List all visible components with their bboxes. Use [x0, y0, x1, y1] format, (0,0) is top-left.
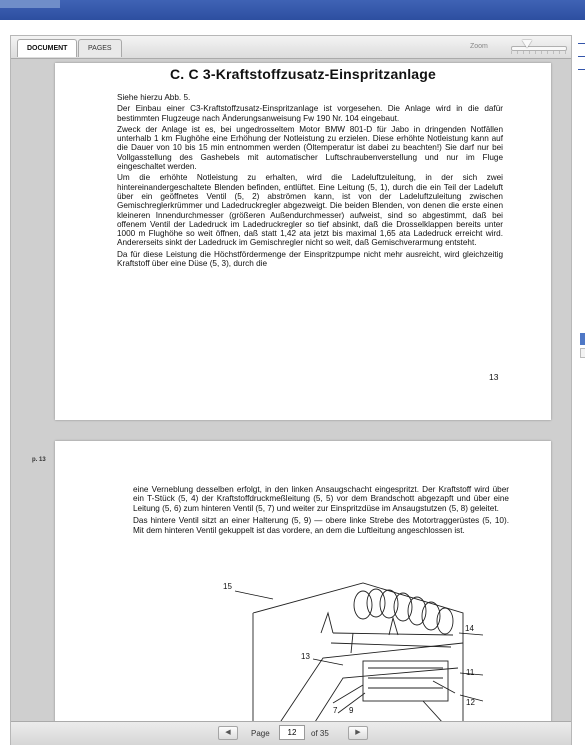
paragraph: eine Verneblung desselben erfolgt, in den linken Ansaugschacht eingespritzt. Der Kraftstoff wird über ein T-Stück (5, 4) der Kraftstoffdruckmeßleitung (5, 5) vor dem Brandschott abgezapft und über eine Leitung (5, 6) zum hinteren Ventil (5, 7) und weiter zur Einspritzdüse im Ansaugstutzen (5, 8) geleitet.	[133, 485, 509, 513]
paragraph: Der Einbau einer C3-Kraftstoffzusatz-Einspritzanlage ist vorgesehen. Die Anlage wird in die dafür bestimmten Flugzeuge nach Änderungsanweisung Fw 190 Nr. 104 eingebaut.	[117, 104, 503, 123]
arrow-left-icon: ◀	[225, 729, 231, 736]
total-pages-label: of 35	[311, 729, 329, 738]
page-label: Page	[251, 729, 270, 738]
paragraph: Das hintere Ventil sitzt an einer Halterung (5, 9) — obere linke Strebe des Motortraggerüstes (5, 10). Mit dem hinteren Ventil gekuppelt ist das vordere, an dem die Luftleitung angeschlossen ist.	[133, 516, 509, 535]
top-bar-tab	[0, 0, 60, 8]
previous-page-button[interactable]	[218, 726, 238, 740]
document-scroll-area[interactable]	[11, 59, 571, 721]
figure-label: 14	[465, 624, 474, 633]
zoom-label: Zoom	[470, 43, 488, 50]
side-panel-link[interactable]	[578, 50, 585, 57]
tab-pages[interactable]: PAGES	[78, 39, 122, 57]
side-panel-link[interactable]	[578, 63, 585, 70]
figure-label: 7	[333, 706, 338, 715]
next-page-button[interactable]	[348, 726, 368, 740]
side-panel-button[interactable]	[580, 333, 585, 345]
arrow-right-icon: ▶	[355, 729, 361, 736]
document-page-1	[55, 63, 551, 420]
document-viewer	[10, 35, 572, 745]
zoom-slider-ticks	[511, 51, 567, 54]
paragraph: Da für diese Leistung die Höchstfördermenge der Einspritzpumpe nicht mehr ausreicht, wird gleichzeitig Kraftstoff über eine Düse (5, 3), durch die	[117, 249, 503, 269]
paragraph: Um die erhöhte Notleistung zu erhalten, wird die Ladeluftzuleitung, in der sich zwei hintereinandergeschaltete Blenden befinden, entlüftet. Eine Leitung (5, 1), durch die ein Teil der Ladeluft über ein geöffnetes Ventil (5, 2) abströmen kann, ist von der Ladeluftzuleitung zwischen Gemischreglerkrümmer und Ladedruckregler abgezweigt. Die beiden Blenden, von denen die erste einen kleineren Innendurchmesser (größeren Außendurchmesser) aufweist, sind so abgestimmt, daß bei offenem Ventil der Ladedruck im Ladedruckregler so tief absinkt, daß die Drosselklappen bereits unter 1000 m Flughöhe so weit öffnen, daß statt 1,42 ata jetzt bis maximal 1,65 ata Ladedruck erreicht wird. Andererseits sinkt der Ladedruck im Gemischregler nicht so weit, daß Gemischverarmung entsteht.	[117, 173, 503, 248]
zoom-slider-thumb[interactable]	[522, 40, 532, 48]
printed-page-number: 13	[489, 372, 499, 382]
figure-label: 11	[466, 668, 475, 677]
page-number-input[interactable]	[279, 725, 305, 740]
figure-label: 12	[466, 698, 475, 707]
figure-label: 15	[223, 582, 232, 591]
page-side-label: p. 13	[32, 457, 46, 463]
paragraph: Zweck der Anlage ist es, bei ungedrosseltem Motor BMW 801-D für Jabo in dringenden Notfällen unterhalb 1 km Flughöhe eine Erhöhung der Notleistung zu erzielen. Diese erhöhte Notleistung kann auf die Dauer von 10 bis 15 min entnommen werden (Öltemperatur ist dabei zu beachten!) Sie darf nur bei Vollgasstellung des Gashebels mit automatischer Luftschraubenverstellung und nur im Fluge eingeschaltet werden.	[117, 124, 503, 172]
page-2-body	[133, 485, 509, 538]
side-panel-box	[580, 348, 585, 358]
engine-diagram	[213, 573, 483, 721]
figure-label: 9	[349, 706, 354, 715]
viewer-toolbar	[11, 36, 571, 59]
paragraph: Siehe hierzu Abb. 5.	[117, 93, 191, 102]
browser-top-bar	[0, 0, 585, 20]
side-panel-link[interactable]	[578, 37, 585, 44]
page-navigation-bar	[11, 721, 571, 745]
page-1-body	[117, 93, 503, 270]
document-page-2	[55, 441, 551, 721]
tab-document[interactable]: DOCUMENT	[17, 39, 77, 57]
figure-label: 13	[301, 652, 310, 661]
page-title: C. C 3-Kraftstoffzusatz-Einspritzanlage	[169, 66, 437, 82]
